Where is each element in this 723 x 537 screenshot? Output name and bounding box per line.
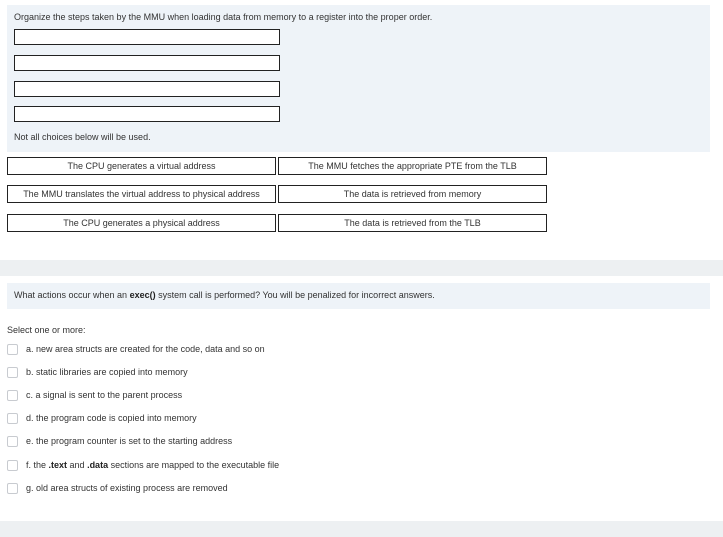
checkbox-a[interactable] bbox=[7, 344, 18, 355]
checkbox-e[interactable] bbox=[7, 436, 18, 447]
choice-cpu-physical-address[interactable]: The CPU generates a physical address bbox=[7, 214, 276, 232]
question-1-note: Not all choices below will be used. bbox=[14, 132, 151, 142]
exec-keyword: exec() bbox=[129, 290, 156, 300]
drop-slot-3[interactable] bbox=[14, 81, 280, 97]
option-f[interactable]: f. the .text and .data sections are mapped to the executable file bbox=[7, 458, 279, 472]
option-e[interactable]: e. the program counter is set to the starting address bbox=[7, 434, 232, 448]
checkbox-f[interactable] bbox=[7, 460, 18, 471]
question-separator bbox=[0, 260, 723, 276]
option-g[interactable]: g. old area structs of existing process are removed bbox=[7, 481, 228, 495]
drop-slot-4[interactable] bbox=[14, 106, 280, 122]
option-c[interactable]: c. a signal is sent to the parent process bbox=[7, 388, 182, 402]
choice-mmu-fetches-pte[interactable]: The MMU fetches the appropriate PTE from the TLB bbox=[278, 157, 547, 175]
choice-cpu-virtual-address[interactable]: The CPU generates a virtual address bbox=[7, 157, 276, 175]
option-d[interactable]: d. the program code is copied into memory bbox=[7, 411, 197, 425]
choice-data-from-tlb[interactable]: The data is retrieved from the TLB bbox=[278, 214, 547, 232]
question-2-panel bbox=[7, 283, 710, 309]
option-b[interactable]: b. static libraries are copied into memory bbox=[7, 365, 188, 379]
question-2-prompt: What actions occur when an exec() system call is performed? You will be penalized for incorrect answers. bbox=[14, 290, 435, 300]
question-1-panel bbox=[7, 5, 710, 152]
select-label: Select one or more: bbox=[7, 325, 86, 335]
question-1-prompt: Organize the steps taken by the MMU when loading data from memory to a register into the proper order. bbox=[14, 12, 433, 22]
checkbox-d[interactable] bbox=[7, 413, 18, 424]
checkbox-c[interactable] bbox=[7, 390, 18, 401]
choice-data-from-memory[interactable]: The data is retrieved from memory bbox=[278, 185, 547, 203]
checkbox-g[interactable] bbox=[7, 483, 18, 494]
choice-mmu-translates[interactable]: The MMU translates the virtual address to physical address bbox=[7, 185, 276, 203]
drop-slot-2[interactable] bbox=[14, 55, 280, 71]
checkbox-b[interactable] bbox=[7, 367, 18, 378]
drop-slot-1[interactable] bbox=[14, 29, 280, 45]
option-a[interactable]: a. new area structs are created for the code, data and so on bbox=[7, 342, 265, 356]
bottom-separator bbox=[0, 521, 723, 537]
